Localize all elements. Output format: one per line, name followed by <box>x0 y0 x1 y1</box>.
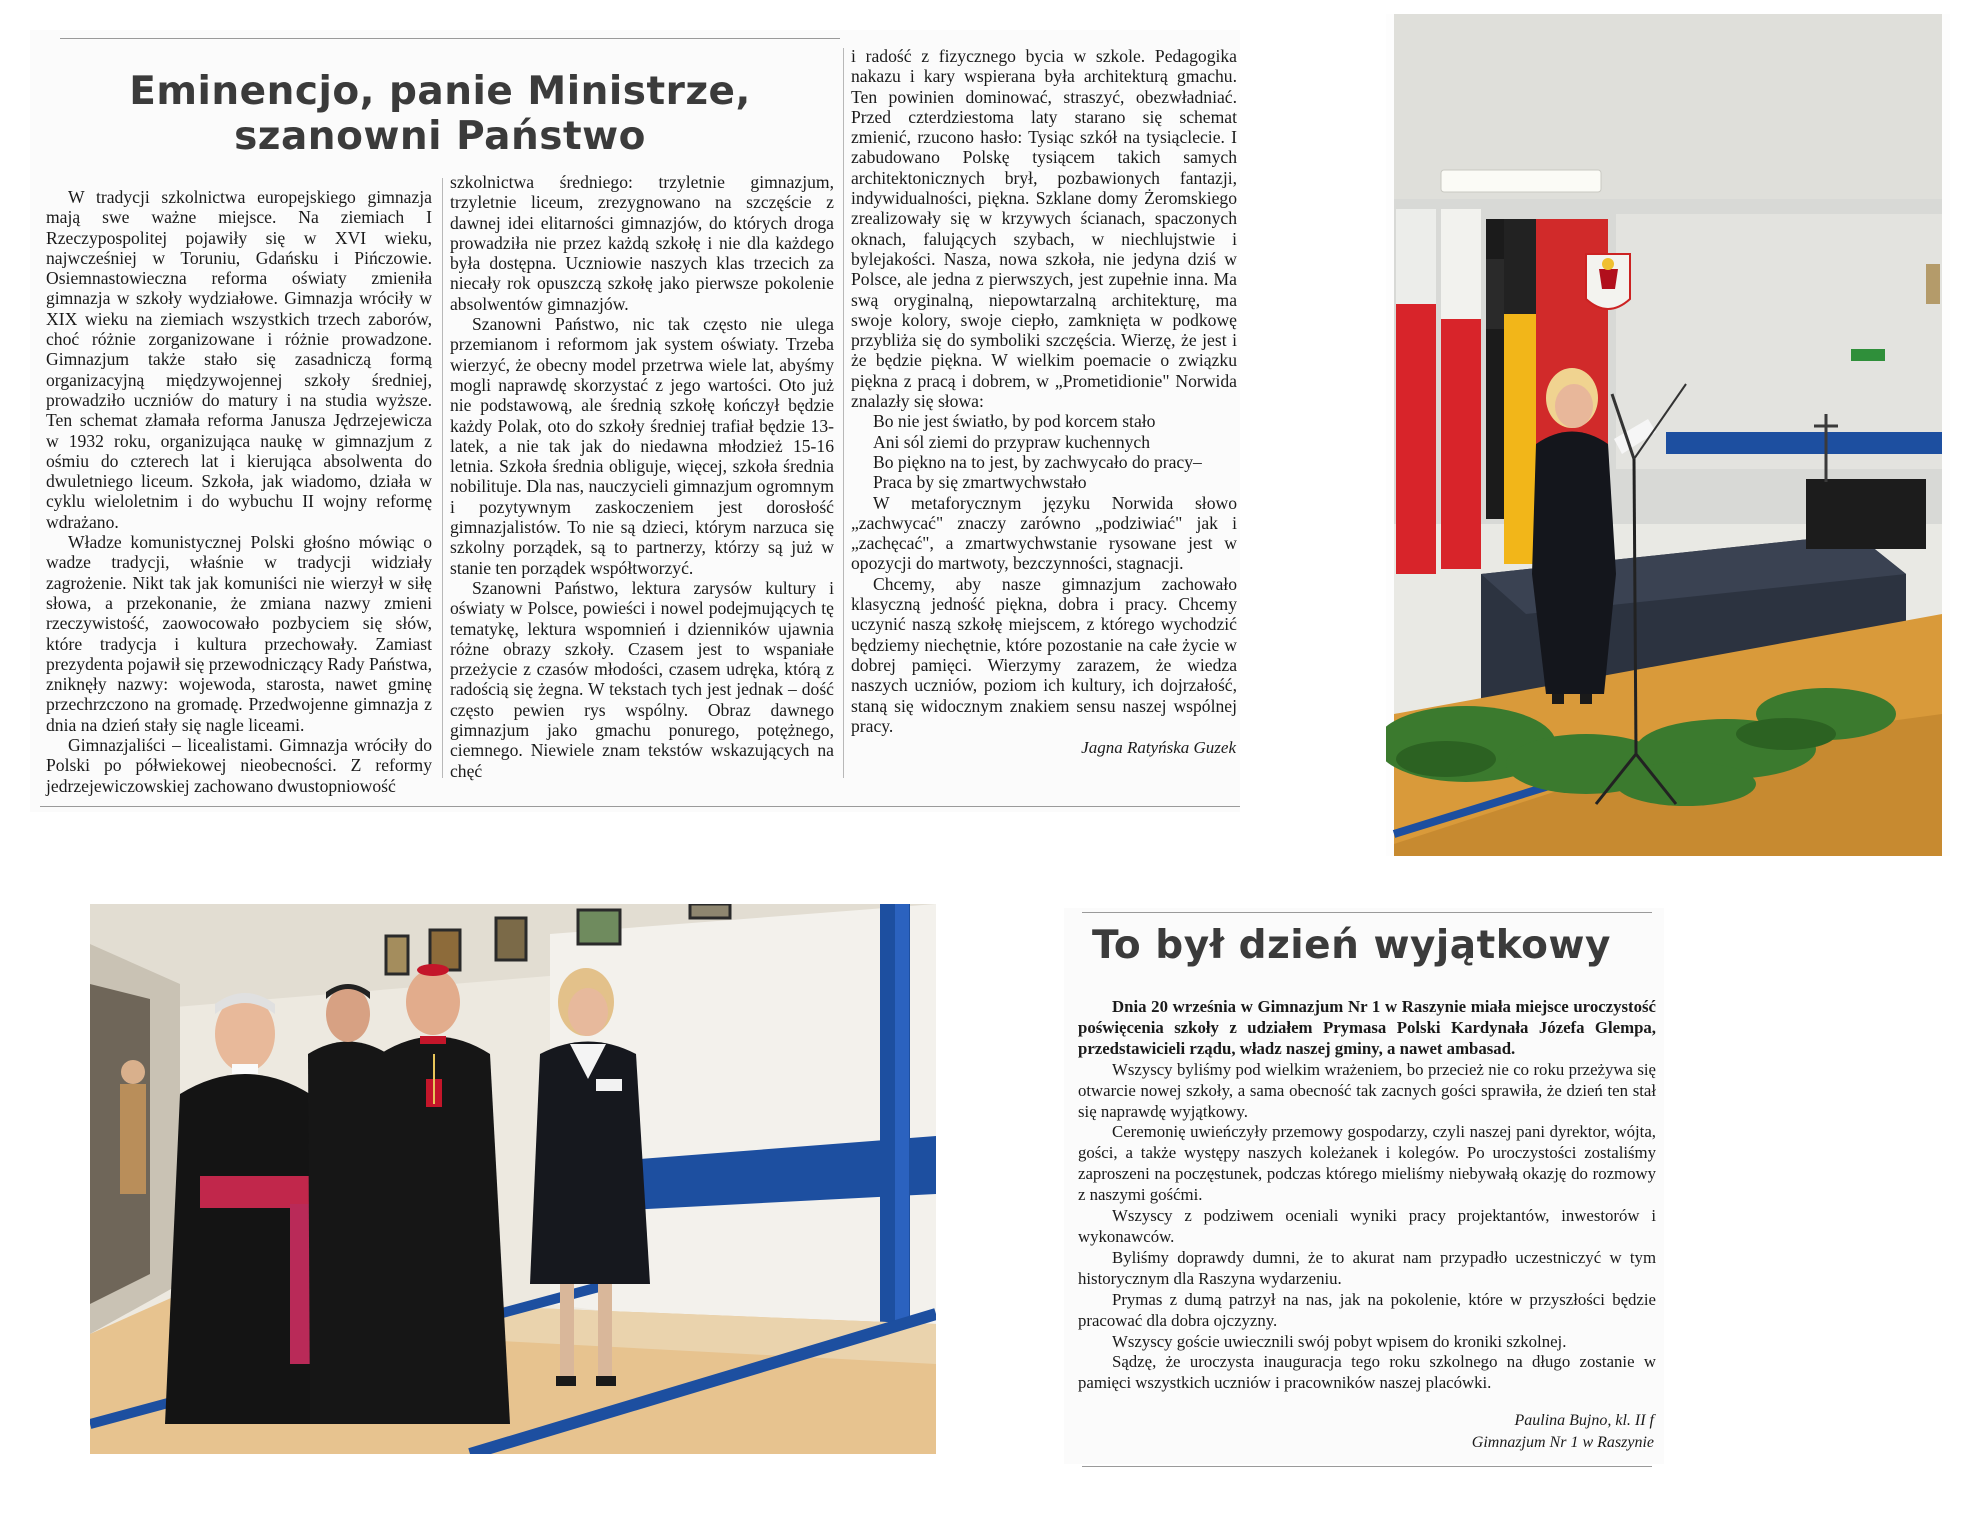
photo-guests-group <box>90 904 936 1454</box>
verse-line: Praca by się zmartwychwstało <box>873 472 1087 493</box>
article-2-top-rule <box>1082 912 1652 913</box>
article-1-top-rule <box>60 38 840 39</box>
paragraph: i radość z fizycznego bycia w szkole. Pedagogika nakazu i kary wspierana była architekturą gmachu. Ten powinien dominować, straszyć, obezwładniać. Przed czterdziestoma laty starano się schemat zmienić, rzucono hasło: Tysiąc szkół na tysiąclecie. I zabudowano Polskę tysiącem takich samych architektonicznych brył, pozbawionych fantazji, indywidualności, piękna. Szklane domy Żeromskiego zrealizowały się w krzywych ścianach, spaczonych oknach, falujących szybach, w niechlujstwie i bylejakości. Nasza, nowa szkoła, nie jedyna dziś w Polsce, ale jedna z pierwszych, jest zupełnie inna. Ma swą oryginalną, niepowtarzalną architekturę, ma swoje kolory, swoje ciepło, zamknięta w podkowę przybliża się do symboliki szczęścia. Wierzę, że jest i że będzie piękna. W wielkim poemacie o związku piękna z pracą i dobrem, w „Prometidionie" Norwida znalazły się słowa: <box>851 46 1237 412</box>
article-1-title <box>100 70 780 160</box>
paragraph: Ceremonię uwieńczyły przemowy gospodarzy, czyli naszej pani dyrektor, wójta, gości, a także występy naszych koleżanek i kolegów. Po uroczystości zostaliśmy zaproszeni na poczęstunek, podczas którego mieliśmy niebywałą okazję do rozmowy z naszymi gośćmi. <box>1078 1122 1656 1205</box>
article-2-title: To był dzień wyjątkowy <box>1092 923 1611 968</box>
photo-speaker-ceremony <box>1386 14 1950 856</box>
paragraph: Wszyscy z podziwem oceniali wyniki pracy projektantów, inwestorów i wykonawców. <box>1078 1206 1656 1246</box>
article-1-title-line-1: Eminencjo, panie Ministrze, <box>129 69 751 114</box>
column-divider <box>442 178 443 778</box>
paragraph: Szanowni Państwo, lektura zarysów kultury i oświaty w Polsce, powieści i nowel podejmujących tę tematykę, lektura wspomnień i dzienników ujawnia różne obrazy szkoły. Czasem jest to wspaniałe przeżycie z czasów młodości, czasem udręka, którą z radością się żegna. W tekstach tych jest jednak – dość często pewien rys wspólny. Obraz dawnego gimnazjum jako gmachu ponurego, potężnego, ciemnego. Niewiele znam tekstów wskazujących na chęć <box>450 577 834 781</box>
paragraph: Byliśmy doprawdy dumni, że to akurat nam przypadło uczestniczyć w tym historycznym dla Raszyna wydarzeniu. <box>1078 1247 1656 1288</box>
article-2-lead: Dnia 20 września w Gimnazjum Nr 1 w Raszynie miała miejsce uroczystość poświęcenia szkoły z udziałem Prymasa Polski Kardynała Józefa Glempa, przedstawicieli rządu, władz naszej gminy, a nawet ambasad. <box>1078 997 1656 1058</box>
paragraph: Wszyscy byliśmy pod wielkim wrażeniem, bo przecież nie co roku przeżywa się otwarcie nowej szkoły, a sama obecność tak zacnych gości sprawiła, że dzień ten stał się naprawdę wyjątkowy. <box>1078 1059 1656 1121</box>
paragraph: Gimnazjaliści – licealistami. Gimnazja wróciły do Polski po półwiekowej nieobecności. Z reformy jedrzejewiczowskiej zachowano dwustopniowość <box>46 735 432 796</box>
column-divider <box>843 48 844 778</box>
paragraph: Wszyscy goście uwiecznili swój pobyt wpisem do kroniki szkolnej. <box>1112 1331 1567 1351</box>
article-1-column-3 <box>851 46 1237 736</box>
article-2-bottom-rule <box>1082 1466 1652 1467</box>
paragraph: W tradycji szkolnictwa europejskiego gimnazja mają swe ważne miejsce. Na ziemiach I Rzeczypospolitej pojawiły się w XVI wieku, najwcześniej w Toruniu, Gdańsku i Pińczowie. Osiemnastowieczna reforma oświaty zmieniła gimnazja w szkoły wydziałowe. Gimnazja wróciły w XIX wieku na ziemiach wszystkich trzech zaborów, choć różnie zorganizowane i różnie prowadzone. Gimnazjum także stało się zasadniczą formą organizacyjną międzywojennej szkoły średniej, prowadziło uczniów do matury i na studia wyższe. Ten schemat złamała reforma Janusza Jędrzejewicza w 1932 roku, organizująca naukę w gimnazjum z ośmiu do czterech lat i kierująca absolwenta do dwuletniego liceum. Szkoła, jak wiadomo, działa w cyklu wieloletnim i do wybuchu II wojny reformę wdrażano. <box>46 187 432 532</box>
paragraph: szkolnictwa średniego: trzyletnie gimnazjum, trzyletnie liceum, zrezygnowano na szczęście z dawnej idei elitarności gimnazjów, do których droga prowadziła nie przez każdą szkołę i nie dla każdego była dostępna. Uczniowie naszych klas trzecich za niecały rok opuszczą szkołę jako pierwsze pokolenie absolwentów gimnazjów. <box>450 172 834 314</box>
verse-line: Bo nie jest światło, by pod korcem stało <box>873 411 1156 432</box>
verse-line: Ani sól ziemi do przypraw kuchennych <box>873 431 1151 452</box>
paragraph: Chcemy, aby nasze gimnazjum zachowało klasyczną jedność piękna, dobra i pracy. Chcemy uczynić naszą szkołę miejscem, z którego wychodzić będziemy niechętnie, które pozostanie na całe życie w dobrej pamięci. Wierzymy zarazem, że wiedza naszych uczniów, poziom ich kultury, ich dojrzałość, staną się widocznym znakiem sensu naszej wspólnej pracy. <box>851 573 1237 736</box>
paragraph: Prymas z dumą patrzył na nas, jak na pokolenie, które w przyszłości będzie pracować dla dobra ojczyzny. <box>1078 1289 1656 1330</box>
paragraph: W metaforycznym języku Norwida słowo „zachwycać" znaczy zarówno „podziwiać" jak i „zachęcać", a zmartwychwstanie rysowane jest w opozycji do martwoty, bezczynności, stagnacji. <box>851 492 1237 574</box>
article-1-column-2 <box>450 172 834 781</box>
paragraph: Sądzę, że uroczysta inauguracja tego roku szkolnego na długo zostanie w pamięci wszystkich uczniów i pracowników naszej placówki. <box>1078 1352 1656 1393</box>
verse-line: Bo piękno na to jest, by zachwycało do pracy– <box>873 451 1202 472</box>
paragraph: Władze komunistycznej Polski głośno mówiąc o wadze tradycji, właśnie w tradycji widziały zagrożenie. Nikt tak jak komuniści nie wierzył w siłę słowa, a przekonanie, że zmiana nazwy zmieni rzeczywistość, zaowocowało pozbyciem się słów, które tradycja i kultura przechowały. Zamiast prezydenta pojawił się przewodniczący Rady Państwa, zniknęły nazwy: wojewoda, starosta, nawet gminę przechrzczono na gromadę. Przedwojenne gimnazja z dnia na dzień stały się nagle liceami. <box>46 532 432 735</box>
article-1-title-line-2: szanowni Państwo <box>234 113 646 159</box>
article-2-author: Paulina Bujno, kl. II f <box>1514 1412 1654 1429</box>
article-2-school: Gimnazjum Nr 1 w Raszynie <box>1471 1434 1654 1451</box>
paragraph: Szanowni Państwo, nic tak często nie ulega przemianom i reformom jak system oświaty. Trzeba wierzyć, że obecny model przetrwa wiele lat, abyśmy mogli naprawdę skorzystać z jego wartości. Oto już nie podstawową, ale średnią szkołę kończył będzie każdy Polak, oto do szkoły średniej trafiał będzie 13-latek, a nie tak jak do niedawna młodzież 15-16 letnia. Szkoła średnia obliguje, więcej, szkoła średnia nobilituje. Dla nas, nauczycieli gimnazjum ogromnym i pozytywnym zaskoczeniem jest dorosłość gimnazjalistów. To nie są dzieci, którym narzuca się szkolny porządek, są to partnerzy, którzy są już w stanie ten porządek współtworzyć. <box>450 314 834 578</box>
article-1-signature: Jagna Ratyńska Guzek <box>1081 738 1236 757</box>
article-1-bottom-rule <box>40 806 1240 807</box>
article-2-body <box>1078 997 1656 1394</box>
article-1-column-1 <box>46 187 432 796</box>
